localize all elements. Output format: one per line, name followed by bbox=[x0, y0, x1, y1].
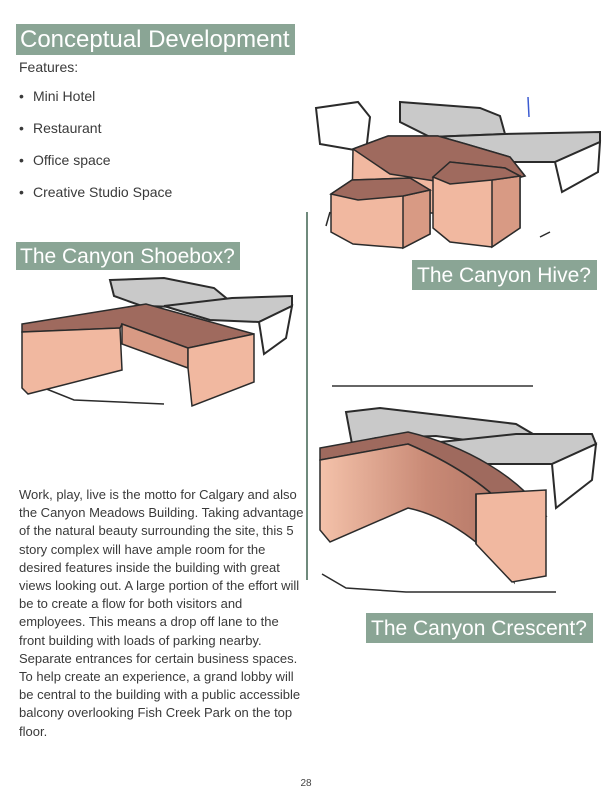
context-building bbox=[400, 102, 505, 137]
canyon-shoebox-label: The Canyon Shoebox? bbox=[16, 242, 240, 270]
canyon-crescent-label: The Canyon Crescent? bbox=[366, 613, 593, 643]
vertical-divider bbox=[306, 212, 308, 580]
canyon-shoebox-model bbox=[14, 276, 300, 412]
bullet-icon: • bbox=[19, 120, 24, 136]
shoebox-front-left bbox=[22, 328, 122, 394]
crescent-end bbox=[476, 490, 546, 582]
list-item: • Office space bbox=[19, 144, 172, 176]
canyon-hive-model bbox=[300, 92, 612, 252]
list-item: • Mini Hotel bbox=[19, 80, 172, 112]
hex-block-left-side bbox=[403, 190, 430, 248]
horizontal-divider bbox=[332, 385, 533, 387]
context-building bbox=[316, 102, 370, 152]
features-list bbox=[19, 80, 172, 208]
list-item: • Restaurant bbox=[19, 112, 172, 144]
page-number: 28 bbox=[300, 778, 312, 789]
bullet-icon: • bbox=[19, 184, 24, 200]
description-paragraph: Work, play, live is the motto for Calgary and also the Canyon Meadows Building. Taking advantage of the natural beauty surrounding the site, this 5 story complex will have ample room for the desired features inside the building with great views looking out. A large portion of the effort will be to create a flow for both visitors and employees. This means a drop off lane to the front building with loads of parking nearby. Separate entrances for certain business spaces. To help create an experience, a grand lobby will be central to the building with a public accessible balcony overlooking Fish Creek Park on the top floor. bbox=[19, 487, 304, 739]
hex-block-right-side bbox=[492, 176, 520, 247]
list-item: • Creative Studio Space bbox=[19, 176, 172, 208]
canyon-crescent-model bbox=[316, 404, 612, 594]
features-label: Features: bbox=[19, 59, 79, 75]
bullet-icon: • bbox=[19, 88, 24, 104]
page-title: Conceptual Development bbox=[16, 24, 295, 55]
bullet-icon: • bbox=[19, 152, 24, 168]
canyon-hive-label: The Canyon Hive? bbox=[412, 260, 597, 290]
